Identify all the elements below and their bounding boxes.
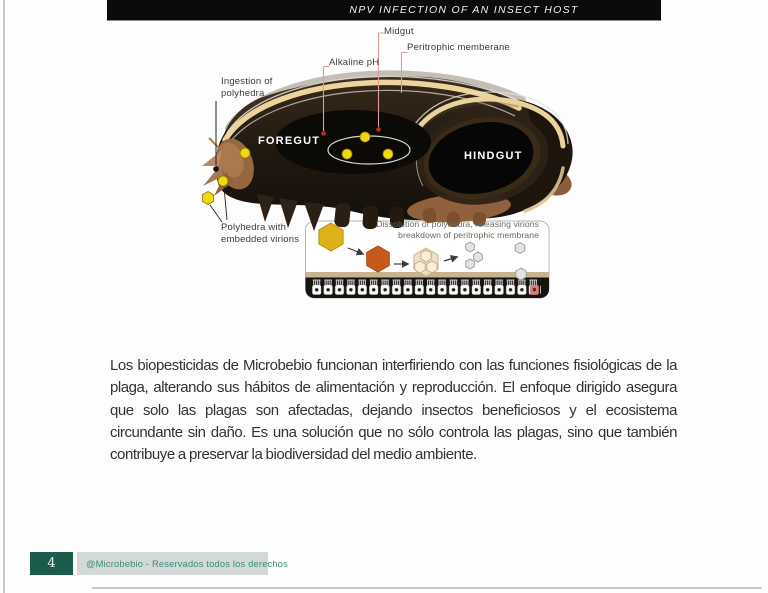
- label-ingestion-line1: Ingestion of: [221, 76, 273, 87]
- npv-infection-diagram: [107, 0, 661, 312]
- diagram-title: NPV INFECTION OF AN INSECT HOST: [349, 4, 579, 16]
- label-dissolution-line1: Dissolution of polyhedra, releasing virions: [376, 219, 539, 229]
- label-polyhedra-line1: Polyhedra with: [221, 222, 287, 233]
- page-number-badge: [30, 552, 73, 575]
- label-hindgut: HINDGUT: [464, 150, 523, 162]
- epithelium-cells: [312, 279, 541, 296]
- page-left-border: [3, 0, 5, 593]
- body-paragraph: Los biopesticidas de Microbebio funcionan interfiriendo con las funciones fisiológicas de la plaga, alterando sus hábitos de alimentación y reproducción. El enfoque dirigido asegura que solo las plagas son afectadas, dejando insectos beneficiosos y el ecosistema circundante sin daño. Es una solución que no sólo controla las plagas, sino que también contribuye a preservar la biodiversidad del medio ambiente.: [110, 357, 677, 464]
- label-polyhedra-embedded-virions: [221, 222, 299, 245]
- page-number: 4: [47, 556, 56, 571]
- label-peritrophic-membrane: Peritrophic memberane: [407, 42, 510, 53]
- label-alkaline-ph: Alkaline pH: [329, 57, 380, 68]
- label-ingestion-of-polyhedra: [221, 76, 273, 99]
- copyright-text: @Microbebio - Reservados todos los derechos: [86, 558, 289, 569]
- copyright-bar: [77, 552, 289, 575]
- page-bottom-border: [92, 587, 762, 589]
- caterpillar-illustration: [107, 0, 661, 312]
- label-dissolution-line2: breakdown of peritrophic membrane: [398, 230, 539, 240]
- label-foregut: FOREGUT: [258, 135, 321, 147]
- label-midgut: Midgut: [384, 26, 414, 37]
- label-dissolution: [364, 219, 539, 241]
- label-polyhedra-line2: embedded virions: [221, 233, 300, 245]
- label-ingestion-line2: polyhedra: [221, 87, 265, 99]
